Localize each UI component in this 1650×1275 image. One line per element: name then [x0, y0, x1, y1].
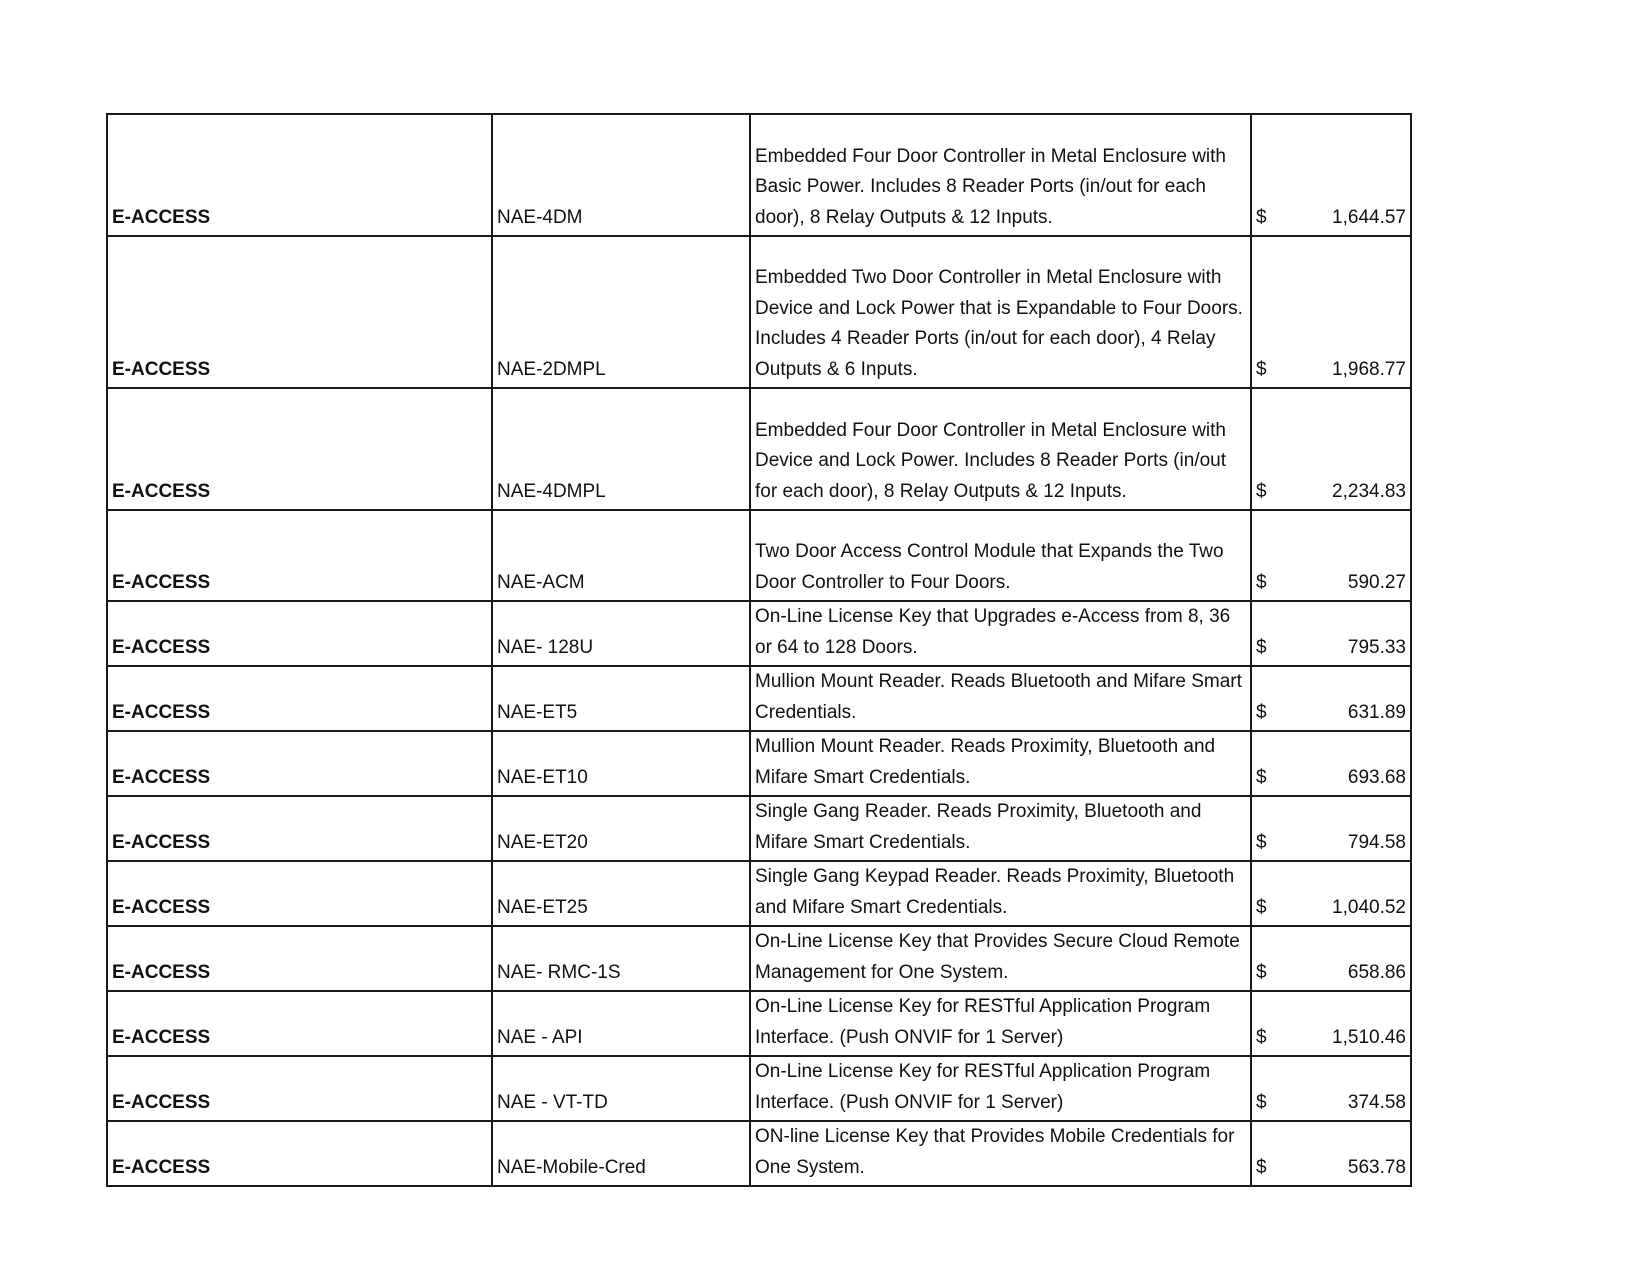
currency-symbol: $ [1256, 701, 1267, 723]
model-cell: NAE - VT-TD [492, 1056, 750, 1121]
price-amount: 563.78 [1347, 1156, 1406, 1178]
price-cell [1251, 861, 1411, 926]
model-cell: NAE-ET10 [492, 731, 750, 796]
price-amount: 693.68 [1347, 766, 1406, 788]
brand-cell: E-ACCESS [107, 114, 492, 236]
description-cell: On-Line License Key that Upgrades e-Access from 8, 36 or 64 to 128 Doors. [750, 601, 1251, 666]
currency-symbol: $ [1256, 896, 1267, 918]
currency-symbol: $ [1256, 1026, 1267, 1048]
brand-cell: E-ACCESS [107, 510, 492, 601]
currency-symbol: $ [1256, 961, 1267, 983]
model-cell: NAE-ET5 [492, 666, 750, 731]
description-cell: Embedded Four Door Controller in Metal Enclosure with Device and Lock Power. Includes 8 Reader Ports (in/out for each door), 8 Relay Outputs & 12 Inputs. [750, 388, 1251, 510]
brand-cell: E-ACCESS [107, 388, 492, 510]
description-cell: On-Line License Key for RESTful Application Program Interface. (Push ONVIF for 1 Server) [750, 991, 1251, 1056]
price-cell [1251, 1056, 1411, 1121]
brand-cell: E-ACCESS [107, 861, 492, 926]
price-amount: 658.86 [1347, 961, 1406, 983]
price-cell [1251, 114, 1411, 236]
price-cell [1251, 926, 1411, 991]
table-row [107, 926, 1411, 991]
brand-cell: E-ACCESS [107, 731, 492, 796]
price-amount: 631.89 [1347, 701, 1406, 723]
table-row [107, 1121, 1411, 1186]
table-row [107, 796, 1411, 861]
table-row [107, 731, 1411, 796]
price-amount: 1,968.77 [1332, 358, 1406, 380]
table-row [107, 991, 1411, 1056]
price-cell [1251, 236, 1411, 388]
table-row [107, 388, 1411, 510]
price-cell [1251, 731, 1411, 796]
model-cell: NAE-ET25 [492, 861, 750, 926]
brand-cell: E-ACCESS [107, 1056, 492, 1121]
price-amount: 2,234.83 [1332, 480, 1406, 502]
price-amount: 795.33 [1347, 636, 1406, 658]
price-amount: 1,510.46 [1332, 1026, 1406, 1048]
price-cell [1251, 1121, 1411, 1186]
model-cell: NAE-2DMPL [492, 236, 750, 388]
description-cell: Single Gang Keypad Reader. Reads Proximity, Bluetooth and Mifare Smart Credentials. [750, 861, 1251, 926]
brand-cell: E-ACCESS [107, 991, 492, 1056]
price-table [106, 113, 1412, 1187]
description-cell: Embedded Two Door Controller in Metal Enclosure with Device and Lock Power that is Expandable to Four Doors. Includes 4 Reader Ports (in/out for each door), 4 Relay Outputs & 6 Inputs. [750, 236, 1251, 388]
currency-symbol: $ [1256, 358, 1267, 380]
price-amount: 794.58 [1347, 831, 1406, 853]
model-cell: NAE- RMC-1S [492, 926, 750, 991]
brand-cell: E-ACCESS [107, 236, 492, 388]
model-cell: NAE-ACM [492, 510, 750, 601]
brand-cell: E-ACCESS [107, 1121, 492, 1186]
description-cell: On-Line License Key for RESTful Application Program Interface. (Push ONVIF for 1 Server) [750, 1056, 1251, 1121]
price-sheet [106, 113, 1410, 1187]
table-row [107, 601, 1411, 666]
price-amount: 1,644.57 [1332, 206, 1406, 228]
table-row [107, 236, 1411, 388]
model-cell: NAE - API [492, 991, 750, 1056]
description-cell: Mullion Mount Reader. Reads Bluetooth and Mifare Smart Credentials. [750, 666, 1251, 731]
price-amount: 590.27 [1347, 571, 1406, 593]
currency-symbol: $ [1256, 571, 1267, 593]
model-cell: NAE- 128U [492, 601, 750, 666]
table-row [107, 510, 1411, 601]
price-cell [1251, 991, 1411, 1056]
price-cell [1251, 796, 1411, 861]
price-cell [1251, 666, 1411, 731]
price-cell [1251, 510, 1411, 601]
brand-cell: E-ACCESS [107, 666, 492, 731]
brand-cell: E-ACCESS [107, 796, 492, 861]
currency-symbol: $ [1256, 766, 1267, 788]
model-cell: NAE-4DM [492, 114, 750, 236]
currency-symbol: $ [1256, 480, 1267, 502]
description-cell: ON-line License Key that Provides Mobile Credentials for One System. [750, 1121, 1251, 1186]
model-cell: NAE-Mobile-Cred [492, 1121, 750, 1186]
description-cell: Single Gang Reader. Reads Proximity, Bluetooth and Mifare Smart Credentials. [750, 796, 1251, 861]
currency-symbol: $ [1256, 1156, 1267, 1178]
currency-symbol: $ [1256, 206, 1267, 228]
description-cell: Two Door Access Control Module that Expands the Two Door Controller to Four Doors. [750, 510, 1251, 601]
model-cell: NAE-ET20 [492, 796, 750, 861]
table-row [107, 861, 1411, 926]
brand-cell: E-ACCESS [107, 601, 492, 666]
price-cell [1251, 601, 1411, 666]
table-row [107, 666, 1411, 731]
model-cell: NAE-4DMPL [492, 388, 750, 510]
table-row [107, 1056, 1411, 1121]
description-cell: On-Line License Key that Provides Secure Cloud Remote Management for One System. [750, 926, 1251, 991]
currency-symbol: $ [1256, 1091, 1267, 1113]
currency-symbol: $ [1256, 831, 1267, 853]
description-cell: Mullion Mount Reader. Reads Proximity, Bluetooth and Mifare Smart Credentials. [750, 731, 1251, 796]
currency-symbol: $ [1256, 636, 1267, 658]
table-row [107, 114, 1411, 236]
price-cell [1251, 388, 1411, 510]
brand-cell: E-ACCESS [107, 926, 492, 991]
price-amount: 1,040.52 [1332, 896, 1406, 918]
price-amount: 374.58 [1347, 1091, 1406, 1113]
description-cell: Embedded Four Door Controller in Metal Enclosure with Basic Power. Includes 8 Reader Ports (in/out for each door), 8 Relay Outputs & 12 Inputs. [750, 114, 1251, 236]
